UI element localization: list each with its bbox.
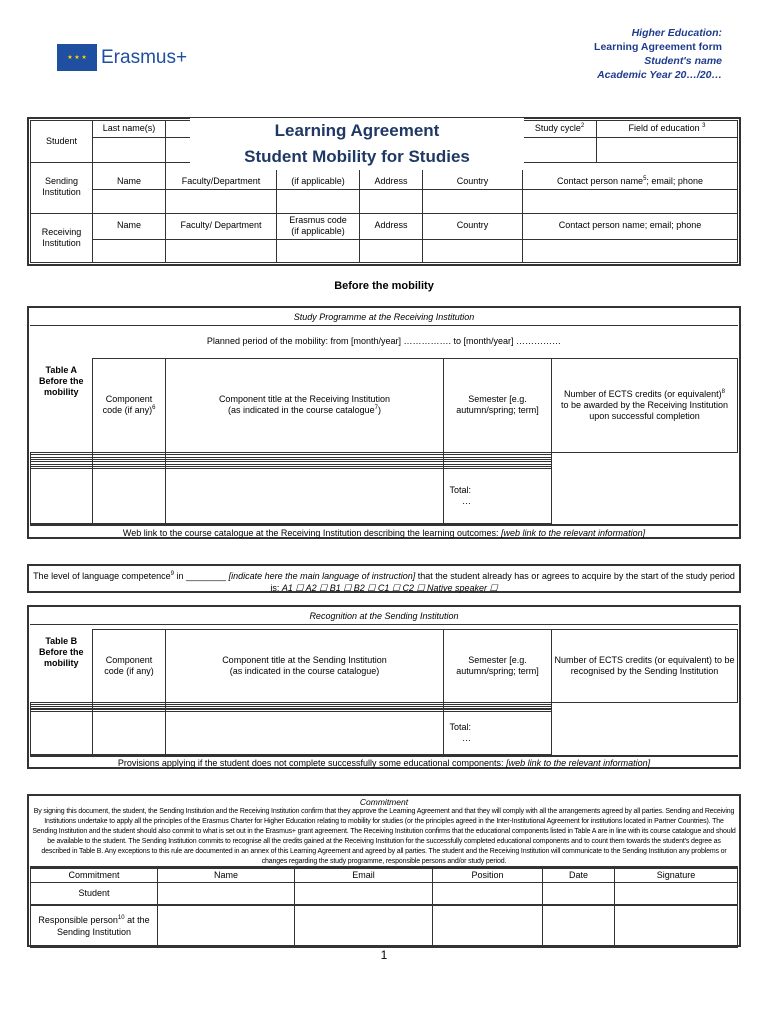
section-heading: Before the mobility [334,280,434,292]
col-contact: Contact person name$^5$; email; phone [523,163,738,190]
table-b-caption: Recognition at the Sending Institution [30,608,738,625]
col-faculty: Faculty/ Department [166,213,277,239]
table-cell[interactable] [93,712,166,755]
header-code: Component code (if any) [93,630,166,703]
table-b-provisions: Provisions applying if the student does not complete successfully some educational components: [web link to the relevant information] [30,755,738,770]
language-competence: The level of language competence$^9$ in ________ [indicate here the main language of instruction] that the student already has or agrees to acquire by the start of the study period is: A1 ☐ A2 ☐ B1 ☐ B2 ☐ C1 ☐ C2 ☐ Native speaker ☐ [27,564,741,593]
col-contact: Contact person name; email; phone [523,213,738,239]
col-commitment: Commitment [31,869,158,883]
col-erasmus: (if applicable) [277,163,360,190]
table-row [31,469,738,524]
study-cycle-field[interactable] [523,138,597,163]
sending-country-field[interactable] [423,190,523,214]
sending-address-field[interactable] [360,190,423,214]
planned-period: Planned period of the mobility: from [month/year] ……………. to [month/year] …………… [206,336,562,346]
commitment-section [27,794,741,947]
student-name-field[interactable] [158,883,295,906]
commitment-text: By signing this document, the student, the Sending Institution and the Receiving Institution confirm that they approve the Learning Agreement and that they will comply with all the arrangements agreed by all parties. Sending and Receiving Institutions undertake to apply all the principles of the Erasmus Charter for Higher Education relating to mobility for studies (or the principles agreed in the Inter-Institutional Agreement for institutions located in Partner Countries). The Sending Institution and the student should also commit to what is set out in the Erasmus+ grant agreement. The Receiving Institution confirms that the educational components listed in Table A are in line with its course catalogue and should be available to the student. The Sending Institution commits to recognise all the credits gained at the Receiving Institution for the successfully completed educational components and to count them towards the student's degree as described in Table B. Any exceptions to this rule are documented in an annex of this Learning Agreement and agreed by all parties. The student and the Receiving Institution will communicate to the Sending Institution any problems or changes regarding the study programme, responsible persons and/or study period. [30,807,738,868]
table-b [27,605,741,769]
resp-name-field[interactable] [158,905,295,947]
receiving-contact-field[interactable] [523,239,738,263]
header-line: Higher Education: [631,27,722,39]
receiving-label: Receiving Institution [31,213,93,263]
table-cell[interactable] [93,469,166,524]
page-number: 1 [380,948,388,962]
col-address: Address [360,213,423,239]
table-cell[interactable] [166,712,444,755]
sending-label: Sending Institution [31,163,93,214]
header-ects: Number of ECTS credits (or equivalent) to be recognised by the Sending Institution [552,630,738,703]
header-line: Academic Year 20…/20… [597,69,722,81]
student-email-field[interactable] [295,883,433,906]
student-date-field[interactable] [543,883,615,906]
header-semester: Semester [e.g. autumn/spring; term] [444,630,552,703]
col-erasmus: Erasmus code (if applicable) [277,213,360,239]
sending-contact-field[interactable] [523,190,738,214]
last-name-header: Last name(s) [93,121,166,138]
eu-flag-icon: ★ ★ ★ [57,44,97,71]
table-cell[interactable] [31,712,93,755]
col-name: Name [158,869,295,883]
header-line: Learning Agreement form [594,41,722,53]
col-name: Name [93,163,166,190]
receiving-code-field[interactable] [277,239,360,263]
header-code: Component code (if any)$^6$ [93,359,166,453]
table-row [31,712,738,755]
commitment-caption: Commitment [359,797,409,807]
col-signature: Signature [615,869,738,883]
receiving-address-field[interactable] [360,239,423,263]
table-cell[interactable] [31,469,93,524]
document-header [594,26,722,82]
receiving-faculty-field[interactable] [166,239,277,263]
col-email: Email [295,869,433,883]
student-signature-field[interactable] [615,883,738,906]
table-a [27,306,741,539]
erasmus-logo [57,44,187,71]
field-of-education-field[interactable] [597,138,738,163]
table-a-caption: Study Programme at the Receiving Institution [30,309,738,326]
student-row-label: Student [31,883,158,906]
field-header: Field of education $^3$ [597,121,738,138]
header-ects: Number of ECTS credits (or equivalent)$^8$ to be awarded by the Receiving Institution upon successful completion [552,359,738,453]
last-name-field[interactable] [93,138,166,163]
col-faculty: Faculty/Department [166,163,277,190]
resp-position-field[interactable] [433,905,543,947]
resp-date-field[interactable] [543,905,615,947]
col-date: Date [543,869,615,883]
sending-faculty-field[interactable] [166,190,277,214]
header-line: Student's name [644,55,722,67]
responsible-row-label: Responsible person$^{10}$ at the Sending Institution [31,905,158,947]
col-country: Country [423,163,523,190]
total-cell[interactable]: Total: … [444,712,552,755]
student-position-field[interactable] [433,883,543,906]
logo-text: Erasmus+ [101,46,188,68]
student-label: Student [31,121,93,163]
resp-signature-field[interactable] [615,905,738,947]
col-position: Position [433,869,543,883]
header-title: Component title at the Receiving Institution (as indicated in the course catalogue$^7$) [166,359,444,453]
receiving-country-field[interactable] [423,239,523,263]
sending-code-field[interactable] [277,190,360,214]
col-name: Name [93,213,166,239]
header-title: Component title at the Sending Institution (as indicated in the course catalogue) [166,630,444,703]
table-cell[interactable] [166,469,444,524]
total-cell[interactable]: Total: … [444,469,552,524]
resp-email-field[interactable] [295,905,433,947]
receiving-name-field[interactable] [93,239,166,263]
table-a-weblink: Web link to the course catalogue at the Receiving Institution describing the learning outcomes: [web link to the relevant information] [30,524,738,540]
col-country: Country [423,213,523,239]
study-cycle-header: Study cycle$^2$ [523,121,597,138]
page-title: Learning Agreement Student Mobility for Studies [190,118,524,170]
header-semester: Semester [e.g. autumn/spring; term] [444,359,552,453]
sending-name-field[interactable] [93,190,166,214]
table-a-label: Table A Before the mobility [38,364,84,397]
table-b-label: Table B Before the mobility [38,635,84,668]
col-address: Address [360,163,423,190]
